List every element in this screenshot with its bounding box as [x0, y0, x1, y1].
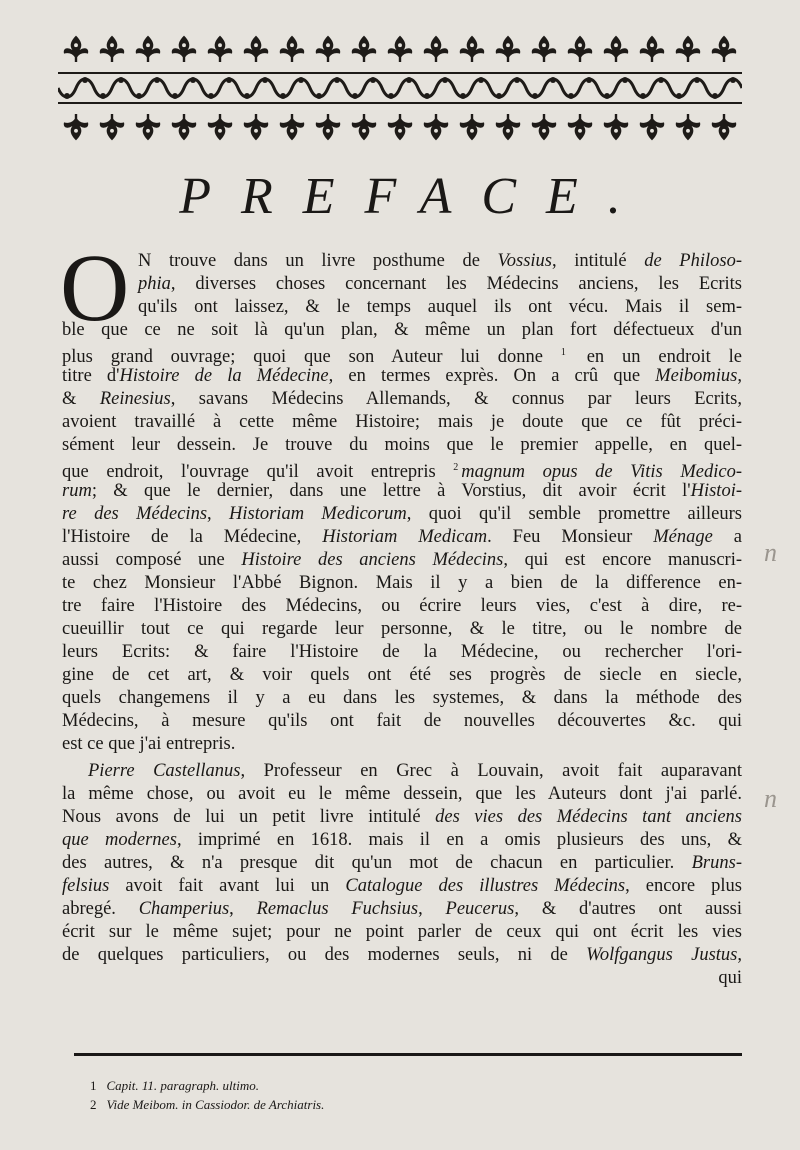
text-line: leurs Ecrits: & faire l'Histoire de la Médecine, ou rechercher l'ori- [62, 642, 742, 662]
text-line: qu'ils ont laissez, & le temps auquel ils ont vécu. Mais il sem- [138, 297, 742, 317]
drop-cap: O [60, 234, 130, 341]
text-line: de quelques particuliers, ou des modernes seuls, ni de Wolfgangus Justus, [62, 945, 742, 965]
text-line: sément leur dessein. Je trouve du moins que le premier appelle, en quel- [62, 435, 742, 455]
text-line: N trouve dans un livre posthume de Vossius, intitulé de Philoso- [138, 251, 742, 271]
text-line: & Reinesius, savans Médecins Allemands, & connus par leurs Ecrits, [62, 389, 742, 409]
text-line: plus grand ouvrage; quoi que son Auteur lui donne $^1$ en un endroit le [62, 347, 743, 368]
footnote-ref: 2 [453, 462, 459, 473]
margin-annotation: n [764, 538, 777, 567]
margin-annotation: n [764, 784, 777, 813]
text-line: te chez Monsieur l'Abbé Bignon. Mais il y a bien de la difference en- [62, 573, 742, 593]
text-line: cueuillir tout ce qui regarde leur personne, & le titre, ou le nombre de [62, 619, 742, 639]
text-line: que modernes, imprimé en 1618. mais il en a omis plusieurs des uns, & [62, 830, 742, 850]
text-line: abregé. Champerius, Remaclus Fuchsius, Peucerus, & d'autres ont aussi [62, 899, 742, 919]
text-line: Pierre Castellanus, Professeur en Grec à Louvain, avoit fait auparavant [88, 761, 742, 781]
text-line: aussi composé une Histoire des anciens Médecins, qui est encore manuscri- [62, 550, 742, 570]
ornamental-headpiece [58, 28, 742, 146]
text-line: Médecins, à mesure qu'ils ont fait de nouvelles découvertes &c. qui [62, 711, 742, 731]
text-line: Nous avons de lui un petit livre intitulé des vies des Médecins tant anciens [62, 807, 742, 827]
catchword: qui [718, 968, 742, 988]
text-line: que endroit, l'ouvrage qu'il avoit entrepris $^2$ magnum opus de Vitis Medico- [62, 462, 743, 483]
footnote: 2 Vide Meibom. in Cassiodor. de Archiatris. [90, 1097, 325, 1112]
text-line: gine de cet art, & voir quels ont été ses progrès de siecle en siecle, [62, 665, 742, 685]
text-line: l'Histoire de la Médecine, Historiam Medicam. Feu Monsieur Ménage a [62, 527, 742, 547]
footnote-rule [74, 1053, 742, 1056]
text-line: est ce que j'ai entrepris. [62, 734, 236, 754]
text-line: la même chose, ou avoit eu le même dessein, que les Auteurs dont j'ai parlé. [62, 784, 742, 804]
text-line: phia, diverses choses concernant les Médecins anciens, les Ecrits [138, 274, 742, 294]
text-line: tre faire l'Histoire des Médecins, ou écrire leurs vies, c'est à dire, re- [62, 596, 742, 616]
text-line: titre d'Histoire de la Médecine, en termes exprès. On a crû que Meibomius, [62, 366, 743, 386]
text-line: des autres, & n'a presque dit qu'un mot de chacun en particulier. Bruns- [62, 853, 742, 873]
text-line: écrit sur le même sujet; pour ne point parler de ceux qui ont écrit les vies [62, 922, 742, 942]
text-line: quels changemens il y a eu dans les systemes, & dans la méthode des [62, 688, 742, 708]
page-title: PREFACE. [179, 168, 651, 225]
footnote: 1 Capit. 11. paragraph. ultimo. [90, 1078, 260, 1093]
text-line: rum; & que le dernier, dans une lettre à Vorstius, dit avoir écrit l'Histoi- [62, 481, 742, 501]
text-line: felsius avoit fait avant lui un Catalogue des illustres Médecins, encore plus [62, 876, 742, 896]
footnote-ref: 1 [560, 347, 566, 358]
text-line: re des Médecins, Historiam Medicorum, quoi qu'il semble promettre ailleurs [62, 504, 742, 524]
text-line: avoient travaillé à cette même Histoire; mais je doute que ce fût préci- [62, 412, 742, 432]
text-line: ble que ce ne soit là qu'un plan, & même un plan fort défectueux d'un [62, 320, 742, 340]
